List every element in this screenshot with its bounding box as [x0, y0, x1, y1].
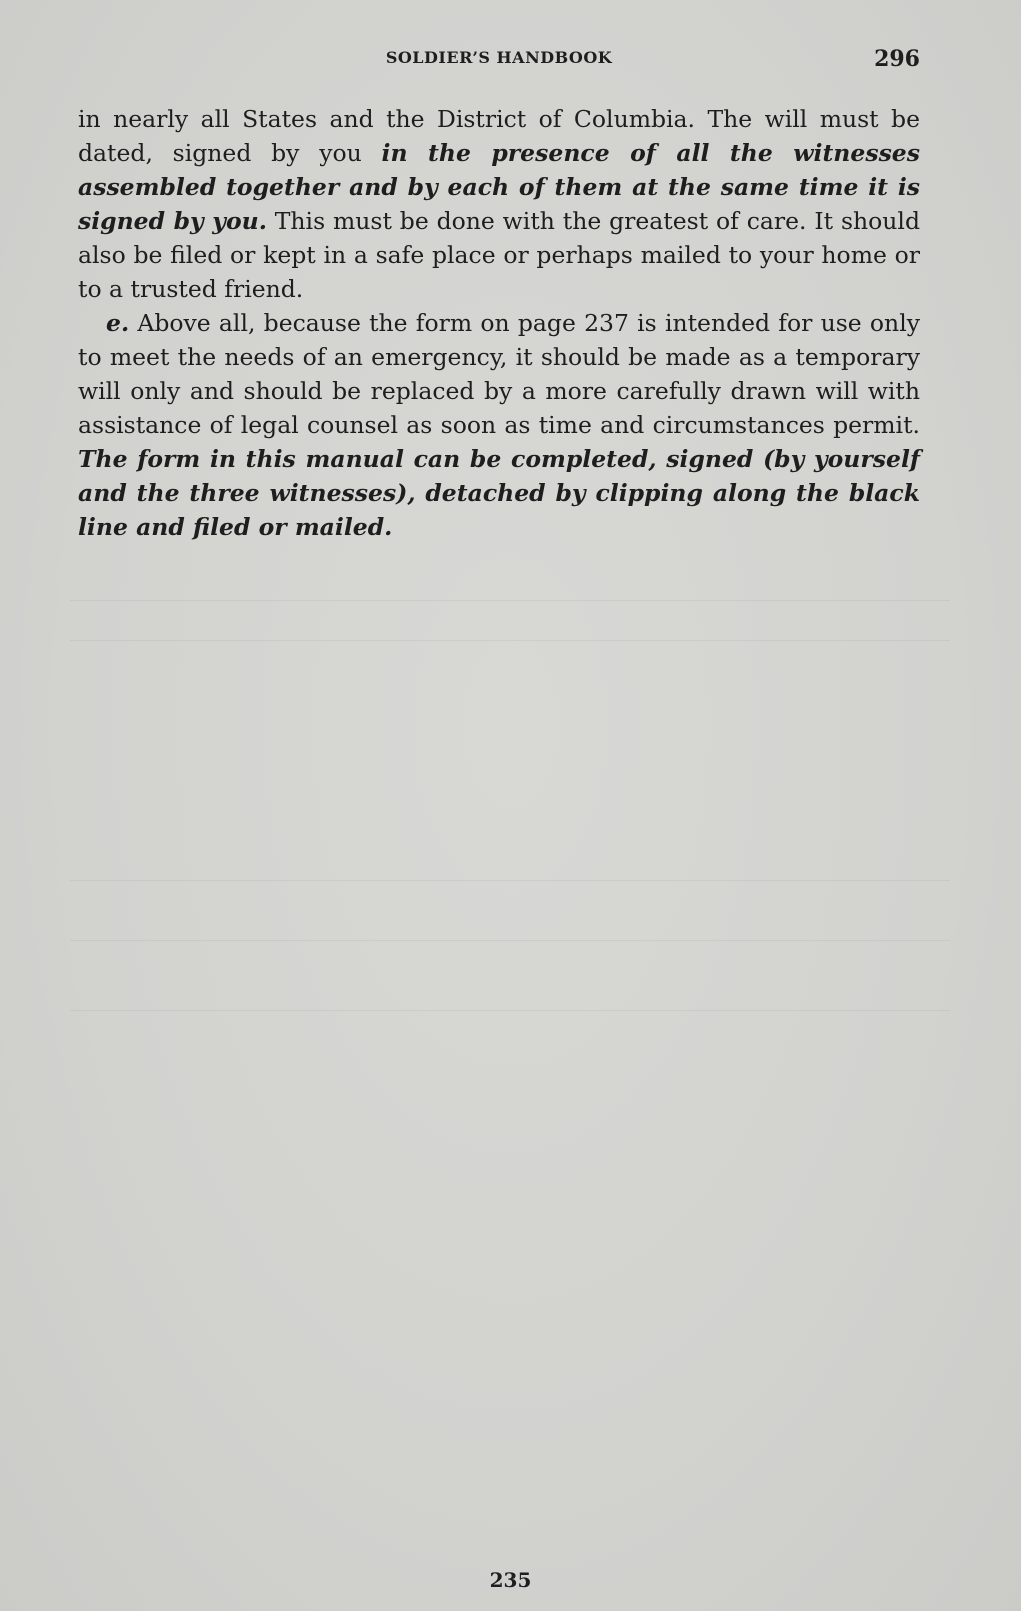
running-head [78, 46, 920, 76]
paragraph-text: Above all, because the form on page 237 is intended for use only to meet the needs of an emergency, it should be made as a temporary will only and should be replaced by a more carefully drawn will with assistance of legal counsel as soon as time and circumstances permit. [78, 309, 920, 439]
body-text [78, 102, 920, 544]
bleed-through-line [70, 1010, 950, 1011]
paragraph-label: e. [106, 309, 130, 337]
bleed-through-line [70, 940, 950, 941]
bleed-through-line [70, 880, 950, 881]
paragraph-e [78, 306, 920, 544]
running-head-title: SOLDIER’S HANDBOOK [385, 48, 613, 67]
paragraph-emphasis: The form in this manual can be completed, signed (by yourself and the three witnesses), detached by clipping along the black line and filed or mailed. [78, 445, 920, 541]
paragraph-text: This must be done with the greatest of care. It should also be filed or kept in a safe place or perhaps mailed to your home or to a trusted friend. [78, 207, 920, 303]
folio-page-number: 235 [489, 1568, 532, 1592]
bleed-through-line [70, 640, 950, 641]
paragraph-text: in nearly all States and the District of Columbia. The will must be dated, signed by you [78, 105, 920, 167]
paragraph-emphasis: in the presence of all the witnesses assembled together and by each of them at the same time it is signed by you. [78, 139, 920, 235]
paragraph-continued [78, 102, 920, 306]
bleed-through-line [70, 600, 950, 601]
running-head-page-number: 296 [874, 46, 920, 72]
